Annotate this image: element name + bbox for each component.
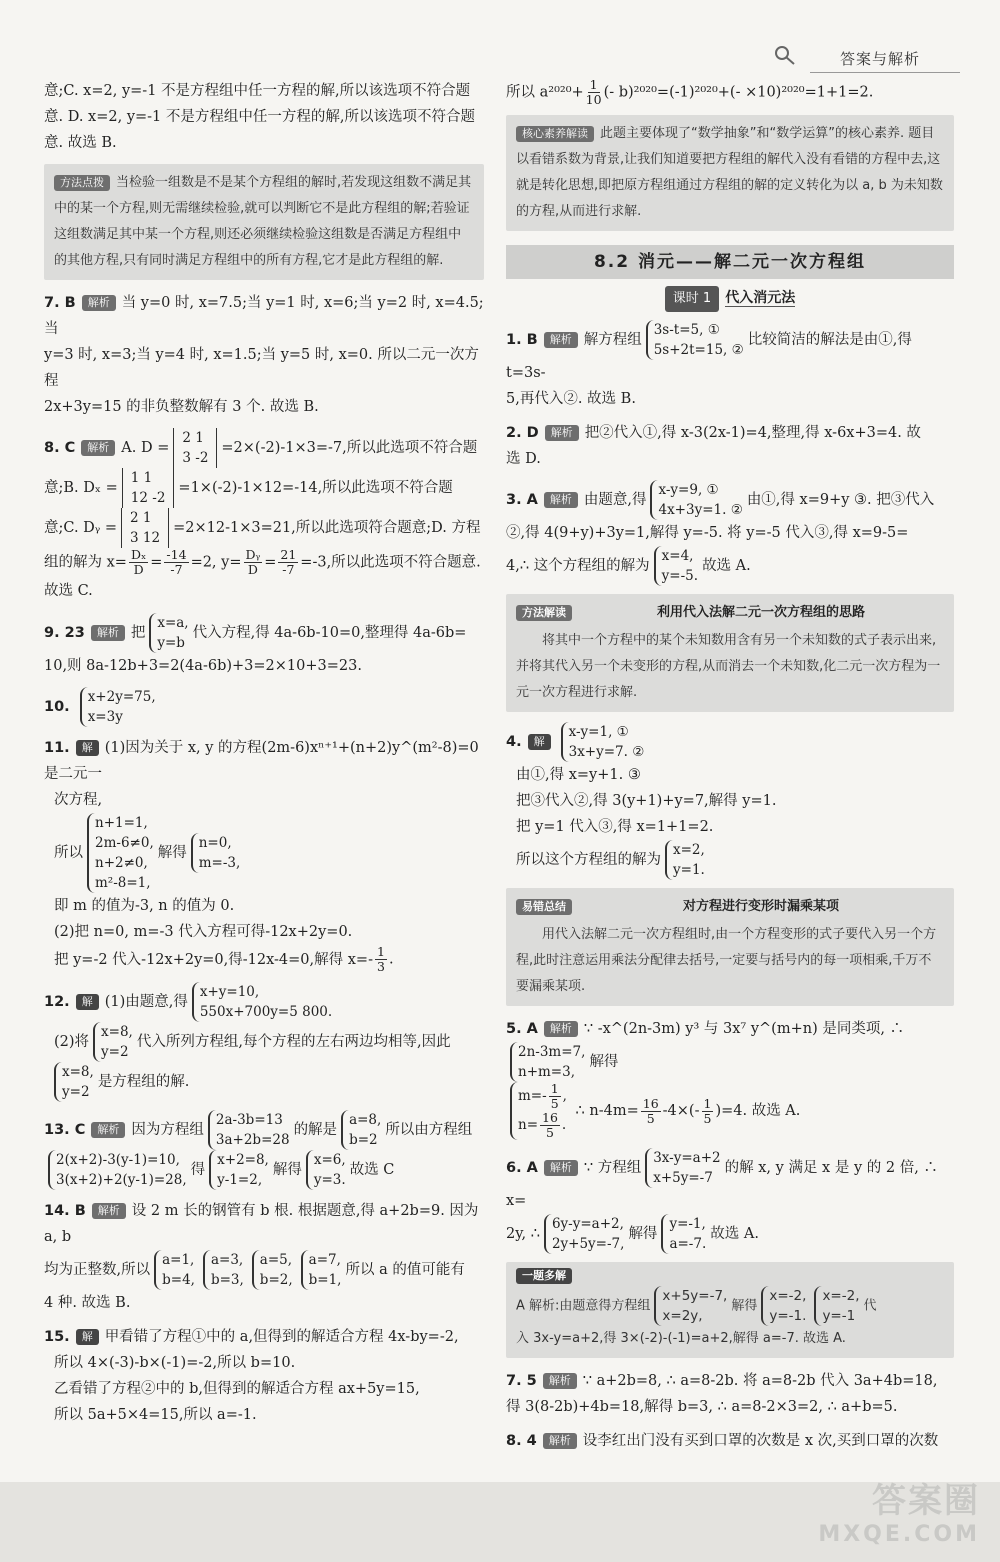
eq-row: 3(x+2)+2(y-1)=28,	[56, 1172, 187, 1188]
eq-row: x-y=9, ①	[658, 482, 719, 498]
rq1-line: 5,再代入②. 故选 B.	[506, 391, 636, 407]
rq6-number: 6. A	[506, 1160, 538, 1176]
method-title: 利用代入法解二元一次方程组的思路	[656, 605, 865, 620]
q15-line: 乙看错了方程②中的 b,但得到的解适合方程 ax+5y=15,	[54, 1381, 420, 1397]
q8-d-mid: =2, y=	[190, 554, 242, 571]
determinant	[122, 468, 175, 508]
eq-row: 2y+5y=-7,	[551, 1236, 625, 1252]
q9-text: 把	[130, 625, 146, 641]
q11-line: (1)因为关于 x, y 的方程(2m-6)xⁿ⁺¹+(n+2)y^(m²-8)=0 是二元一	[44, 740, 479, 782]
q12-text: (2)将	[54, 1034, 90, 1050]
section-title: 8.2 消元——解二元一次方程组	[506, 245, 954, 279]
q13-text: 因为方程组	[131, 1122, 204, 1138]
lesson-tag: 课时 1	[665, 286, 719, 312]
top-line-text: (- b)²⁰²⁰=(-1)²⁰²⁰+(- ×10)²⁰²⁰=1+1=2.	[603, 84, 874, 101]
q14-text: 均为正整数,所以	[44, 1262, 151, 1278]
fraction	[278, 548, 298, 577]
equation-system	[341, 1110, 381, 1150]
equation-system	[203, 1250, 244, 1290]
rq6-text: 2y, ∴	[506, 1226, 540, 1242]
frac-den: 3	[376, 959, 385, 974]
eq-row: y=-1	[822, 1308, 856, 1324]
eq-row: x=3y	[87, 709, 123, 725]
equation-system	[544, 1214, 625, 1254]
intro-line: 意. 故选 B.	[44, 135, 117, 151]
multi-text: A 解析:由题意得方程组	[516, 1298, 651, 1314]
frac-num: 16	[542, 1110, 558, 1125]
watermark-url: MXQE.COM	[818, 1522, 980, 1547]
header-rule	[810, 72, 960, 73]
q7-number: 7. B	[44, 295, 76, 311]
frac-num: 1	[703, 1095, 712, 1111]
equation-system	[510, 1042, 585, 1082]
rq4-number: 4.	[506, 734, 522, 750]
eq-row: m²-8=1,	[95, 875, 151, 891]
rq4-line: 把 y=1 代入③,得 x=1+1=2.	[516, 819, 714, 835]
eq-row: a=5,	[259, 1252, 293, 1268]
eq-row: b=2	[349, 1132, 378, 1148]
rq7-tag: 解析	[543, 1373, 577, 1389]
rq6-text: 的解 x, y 满足 x 是 y 的 2 倍, ∴ x=	[506, 1160, 938, 1209]
tip-box	[44, 164, 484, 280]
rq4-line: 由①,得 x=y+1. ③	[516, 767, 641, 783]
q14-tag: 解析	[92, 1203, 126, 1219]
fraction	[164, 548, 188, 577]
q13-text: 的解是	[293, 1122, 338, 1138]
method-text: 将其中一个方程中的某个未知数用含有另一个未知数的式子表示出来,并将其代入另一个未变形的方程,从而消去一个未知数,化二元一次方程为一元一次方程进行求解.	[516, 633, 941, 700]
eq-row: m=-3,	[198, 855, 241, 871]
equation-system	[306, 1150, 346, 1190]
q12-text: 代入所列方程组,每个方程的左右两边均相等,因此	[136, 1034, 451, 1050]
rq7-line: 得 3(8-2b)+4b=18,解得 b=3, ∴ a=8-2×3=2, ∴ a+b=5.	[506, 1399, 898, 1415]
equation-system	[252, 1250, 293, 1290]
rq5-text: -4×(-	[662, 1103, 700, 1119]
q8-tag: 解析	[81, 440, 115, 456]
q14-line: 设 2 m 长的钢管有 b 根. 根据题意,得 a+2b=9. 因为 a, b	[44, 1203, 479, 1245]
eq-row: 2(x+2)-3(y-1)=10,	[56, 1152, 180, 1168]
eq-row: 3x+y=7. ②	[568, 744, 645, 760]
error-summary-box	[506, 888, 954, 1006]
q9-number: 9. 23	[44, 625, 85, 641]
eq-row: 550x+700y=5 800.	[199, 1004, 333, 1020]
q15-number: 15.	[44, 1329, 70, 1345]
rq5-text: ∴ n-4m=	[575, 1103, 639, 1119]
r-question-4	[506, 722, 954, 880]
rq3-line: ②,得 4(9+y)+3y=1,解得 y=-5. 将 y=-5 代入③,得 x=9-5=	[506, 525, 909, 541]
eq-row: 5s+2t=15, ②	[653, 342, 744, 358]
fraction	[549, 1082, 561, 1111]
q7-line: 当 y=0 时, x=7.5;当 y=1 时, x=6;当 y=2 时, x=4.5;当	[44, 295, 484, 337]
rq2-tag: 解析	[545, 425, 579, 441]
eq-row: x=2,	[673, 842, 705, 858]
eq-row: y=2	[101, 1044, 129, 1060]
method-tag: 方法解读	[516, 605, 572, 621]
eq-row: b=1,	[308, 1272, 342, 1288]
fraction	[244, 548, 263, 577]
rq2-line: 把②代入①,得 x-3(2x-1)=4,整理,得 x-6x+3=4. 故	[584, 425, 921, 441]
determinant	[173, 428, 217, 468]
q11-line: 次方程,	[54, 792, 103, 808]
method-box	[506, 594, 954, 712]
equation-system	[149, 613, 188, 653]
det-row: 2 1	[130, 510, 152, 526]
q15-tag: 解	[76, 1329, 99, 1345]
rq2-line: 选 D.	[506, 451, 541, 467]
core-literacy-box	[506, 115, 954, 231]
equation-system	[191, 833, 241, 873]
eq-row: a=7,	[308, 1252, 341, 1268]
equation-system	[814, 1286, 859, 1326]
eq-row: x=6,	[313, 1152, 346, 1168]
intro-line: 意;C. x=2, y=-1 不是方程组中任一方程的解,所以该选项不符合题	[44, 83, 471, 99]
eq-row: a=3,	[210, 1252, 244, 1268]
rq7-line: ∵ a+2b=8, ∴ a=8-2b. 将 a=8-2b 代入 3a+4b=18,	[582, 1373, 938, 1389]
q8-a-text: A. D =	[121, 440, 170, 456]
rq5-text: 解得	[589, 1054, 619, 1070]
header-title: 答案与解析	[839, 50, 920, 68]
eq-row: y=-1.	[769, 1308, 807, 1324]
eq-row: n=0,	[198, 835, 232, 851]
frac-den: -7	[282, 562, 295, 577]
error-text: 用代入法解二元一次方程组时,由一个方程变形的式子要代入另一个方程,此时注意运用乘法分配律去括号,一定要与括号内的每一项相乘,千万不要漏乘某项.	[516, 927, 937, 994]
equation-system	[154, 1250, 195, 1290]
r-question-2	[506, 420, 954, 472]
eq-row: b=4,	[162, 1272, 195, 1288]
rq1-tag: 解析	[544, 332, 578, 348]
q8-c-result: =2×12-1×3=21,所以此选项符合题意;D. 方程	[173, 520, 481, 536]
rq8-number: 8. 4	[506, 1433, 537, 1449]
frac-num: 16	[642, 1095, 659, 1111]
q9-tag: 解析	[91, 625, 125, 641]
q11-text: 解得	[157, 845, 187, 861]
core-tag: 核心素养解读	[516, 126, 594, 142]
watermark	[818, 1481, 980, 1552]
q15-line: 所以 5a+5×4=15,所以 a=-1.	[54, 1407, 257, 1423]
q13-number: 13. C	[44, 1122, 86, 1138]
eq-row: a=1,	[162, 1252, 195, 1268]
r-question-3	[506, 480, 954, 586]
question-11: 11. 解 (1)因为关于 x, y 的方程(2m-6)xⁿ⁺¹+(n+2)y^(m²-8)=0 是二元一 次方程, 所以n+1=1, 2m-6≠0, n+2≠0, m²-8=1,解得n=0, m=-3, 即 m 的值为-3, n 的值为 0. (2)把 n=0, m=-3 代入方程可得-12x+2y=0. 把 y=-2 代入-12x+2y=0,得-12x-4=0,解得 x=- $\frac{1}{3}$ .	[44, 740, 479, 974]
eq-row: x=8,	[62, 1064, 94, 1080]
q13-text: 得	[190, 1162, 206, 1178]
lesson-name: 代入消元法	[725, 290, 796, 306]
eq-row: 2m-6≠0,	[95, 835, 154, 851]
q11-line: (2)把 n=0, m=-3 代入方程可得-12x+2y=0.	[54, 924, 353, 940]
eq-row: n+1=1,	[95, 815, 148, 831]
q15-line: 甲看错了方程①中的 a,但得到的解适合方程 4x-by=-2,	[104, 1329, 459, 1345]
rq4-text: 所以这个方程组的解为	[516, 852, 661, 868]
question-12	[44, 982, 484, 1102]
frac-num: -14	[166, 547, 187, 562]
tip-text: 当检验一组数是不是某个方程组的解时,若发现这组数不满足其中的某一个方程,则无需继续检验,就可以判断它不是此方程组的解;若验证这组数满足其中某一个方程,则还必须继续检验这组数是否满足方程组中的其他方程,只有同时满足方程组中的所有方程,它才是此方程组的解.	[54, 175, 472, 268]
eq-row: x=8,	[101, 1024, 133, 1040]
q7-tag: 解析	[82, 295, 116, 311]
rq1-text: 比较简洁的解法是由①,得 t=3s-	[506, 332, 912, 381]
multi-text: 代	[863, 1298, 877, 1314]
frac-den: 5	[550, 1096, 559, 1111]
equation-system	[665, 840, 705, 880]
q8-d-text: 组的解为 x=	[44, 554, 127, 571]
rq6-text: 故选 A.	[710, 1226, 759, 1242]
fraction	[129, 548, 148, 577]
q8-d-result: =-3,所以此选项不符合题意.	[300, 554, 481, 571]
eq-row: a=8,	[349, 1112, 382, 1128]
error-title: 对方程进行变形时漏乘某项	[682, 899, 839, 914]
eq-row: a=-7.	[669, 1236, 707, 1252]
eq-row: 2n-3m=7,	[518, 1044, 586, 1060]
eq-row: x=4,	[661, 548, 694, 564]
q9-text: 代入方程,得 4a-6b-10=0,整理得 4a-6b=	[192, 625, 467, 641]
top-line	[506, 78, 954, 107]
rq3-text: 故选 A.	[702, 558, 751, 574]
eq-row: b=3,	[210, 1272, 244, 1288]
equation-system	[208, 1110, 290, 1150]
q13-text: 解得	[272, 1162, 302, 1178]
equation-system: m=- $\frac{1}{5}$ , n= $\frac{16}{5}$ .	[510, 1082, 567, 1140]
rq4-line: 把③代入②,得 3(y+1)+y=7,解得 y=1.	[516, 793, 777, 809]
eq-row: 6y-y=a+2,	[551, 1216, 624, 1232]
equation-system	[87, 813, 154, 893]
q7-line: 2x+3y=15 的非负整数解有 3 个. 故选 B.	[44, 399, 319, 415]
q7-line: y=3 时, x=3;当 y=4 时, x=1.5;当 y=5 时, x=0. 所以二元一次方程	[44, 347, 479, 389]
q8-b-text: 意;B. Dₓ =	[44, 480, 118, 496]
eq-row: x=-2,	[769, 1288, 807, 1304]
determinant	[121, 508, 169, 548]
eq-row: y=2	[62, 1084, 90, 1100]
eq-row: y=3.	[313, 1172, 346, 1188]
watermark-logo: 答案圈	[872, 1481, 980, 1521]
q14-text: 所以 a 的值可能有	[345, 1262, 465, 1278]
q12-text: 是方程组的解.	[97, 1074, 190, 1090]
multi-head	[516, 1268, 944, 1284]
rq7-number: 7. 5	[506, 1373, 537, 1389]
rq1-number: 1. B	[506, 332, 538, 348]
intro-line: 意. D. x=2, y=-1 不是方程组中任一方程的解,所以该选项不符合题	[44, 109, 475, 125]
multi-line: 入 3x-y=a+2,得 3×(-2)-(-1)=a+2,解得 a=-7. 故选 A.	[516, 1331, 846, 1346]
question-9	[44, 613, 484, 679]
r-question-8	[506, 1428, 954, 1454]
rq3-text: 由题意,得	[583, 492, 647, 508]
question-7	[44, 290, 484, 420]
eq-row: x-y=1, ①	[568, 724, 629, 740]
question-8: 8. C 解析 A. D =2 1 3 -2=2×(-2)-1×3=-7,所以此选项不符合题 意;B. Dₓ =1 1 12 -2=1×(-2)-1×12=-14,所以此选项不符合题 意;C. Dᵧ =2 1 3 12=2×12-1×3=21,所以此选项符合题意;D. 方程 组的解为 x= $\frac{\text{Dₓ}}{D}$ = $\frac{-14}{-7}$ =2, y= $\frac{\text{Dᵧ}}{D}$ = $\frac{21}{-7}$ =-3,所以此选项不符合题意. 故选 C.	[44, 430, 481, 599]
equation-system	[93, 1022, 133, 1062]
eq-row: y=b	[157, 635, 185, 651]
eq-row: m=-	[518, 1088, 547, 1104]
q12-number: 12.	[44, 994, 70, 1010]
equation-system	[301, 1250, 342, 1290]
det-row: 3 12	[130, 530, 161, 546]
eq-row: x=-2,	[822, 1288, 860, 1304]
frac-num: Dᵧ	[245, 547, 261, 562]
det-row: 3 -2	[182, 450, 209, 466]
eq-row: 3x-y=a+2	[653, 1150, 721, 1166]
eq-row: 3a+2b=28	[215, 1132, 290, 1148]
rq1-text: 解方程组	[583, 332, 642, 348]
equation-system	[80, 687, 156, 727]
frac-den: 5	[703, 1110, 712, 1126]
q11-tag: 解	[76, 740, 99, 756]
multi-text: 解得	[731, 1298, 758, 1314]
equation-system	[661, 1214, 706, 1254]
eq-row: x+5y=-7,	[662, 1288, 728, 1304]
left-column	[44, 78, 484, 1436]
rq6-text: ∵ 方程组	[583, 1160, 642, 1176]
q12-tag: 解	[76, 994, 99, 1010]
multi-tag: 一题多解	[516, 1268, 572, 1284]
rq8-line: 设李红出门没有买到口罩的次数是 x 次,买到口罩的次数	[582, 1433, 939, 1449]
tip-tag: 方法点拨	[54, 175, 110, 191]
frac-den: -7	[170, 562, 183, 577]
frac-num: 21	[280, 547, 297, 562]
eq-row: n+m=3,	[518, 1064, 575, 1080]
equation-system	[650, 480, 742, 520]
error-tag: 易错总结	[516, 899, 572, 915]
rq2-number: 2. D	[506, 425, 539, 441]
det-row: 2 1	[182, 430, 204, 446]
rq8-tag: 解析	[543, 1433, 577, 1449]
eq-row: 2a-3b=13	[215, 1112, 283, 1128]
eq-row: x=a,	[157, 615, 189, 631]
q14-line: 4 种. 故选 B.	[44, 1295, 131, 1311]
eq-row: n+2≠0,	[95, 855, 148, 871]
rq6-tag: 解析	[544, 1160, 578, 1176]
det-row: 12 -2	[130, 490, 166, 506]
eq-row: x=2y,	[662, 1308, 703, 1324]
error-head	[516, 894, 944, 920]
frac-den: D	[133, 562, 144, 577]
equation-system	[654, 546, 698, 586]
rq3-tag: 解析	[544, 492, 578, 508]
eq-row: y=-1,	[669, 1216, 706, 1232]
q8-number: 8. C	[44, 440, 76, 456]
multi-solution-box	[506, 1262, 954, 1358]
q13-text: 所以由方程组	[385, 1122, 473, 1138]
equation-system	[48, 1150, 187, 1190]
frac-num: 1	[376, 944, 385, 959]
eq-row: y=1.	[673, 862, 705, 878]
eq-row: 3s-t=5, ①	[653, 322, 720, 338]
question-13	[44, 1110, 484, 1190]
eq-row: 4x+3y=1. ②	[658, 502, 743, 518]
eq-row: b=2,	[259, 1272, 293, 1288]
fraction	[702, 1097, 714, 1126]
q11-number: 11.	[44, 740, 70, 756]
q13-text: 故选 C	[349, 1162, 395, 1178]
r-question-5	[506, 1016, 954, 1140]
det-row: 1 1	[130, 470, 153, 486]
eq-row: x+2=8,	[217, 1152, 269, 1168]
rq6-text: 解得	[628, 1226, 658, 1242]
magnifier-icon	[772, 44, 800, 68]
frac-den: 10	[585, 92, 602, 107]
r-question-7	[506, 1368, 954, 1420]
right-column	[506, 78, 954, 1462]
rq4-tag: 解	[528, 734, 551, 750]
frac-den: D	[247, 562, 258, 577]
lesson-header	[506, 285, 954, 312]
equation-system	[761, 1286, 806, 1326]
q8-conclusion: 故选 C.	[44, 583, 93, 599]
equation-system	[54, 1062, 94, 1102]
rq5-tag: 解析	[544, 1021, 578, 1037]
q8-c-text: 意;C. Dᵧ =	[44, 520, 118, 536]
frac-den: 5	[545, 1125, 554, 1140]
q14-number: 14. B	[44, 1203, 86, 1219]
equation-system	[209, 1150, 269, 1190]
method-head	[516, 600, 944, 626]
eq-row: x+5y=-7	[653, 1170, 713, 1186]
rq5-number: 5. A	[506, 1021, 538, 1037]
frac-num: 1	[589, 77, 598, 92]
q15-line: 所以 4×(-3)-b×(-1)=-2,所以 b=10.	[54, 1355, 296, 1371]
eq-row: x+y=10,	[199, 984, 260, 1000]
equation-system	[646, 320, 744, 360]
q11-text: 所以	[54, 845, 83, 861]
rq3-number: 3. A	[506, 492, 538, 508]
r-question-6	[506, 1148, 954, 1254]
rq5-text: )=4. 故选 A.	[715, 1103, 801, 1119]
q10-number: 10.	[44, 699, 70, 715]
equation-system	[561, 722, 645, 762]
rq5-text: ∵ -x^(2n-3m) y³ 与 3x⁷ y^(m+n) 是同类项, ∴	[583, 1021, 905, 1037]
fraction	[375, 945, 387, 974]
q9-line: 10,则 8a-12b+3=2(4a-6b)+3=2×10+3=23.	[44, 658, 362, 674]
equation-system	[192, 982, 332, 1022]
q11-line: 把 y=-2 代入-12x+2y=0,得-12x-4=0,解得 x=-	[54, 951, 373, 968]
question-14	[44, 1198, 484, 1316]
q11-line: 即 m 的值为-3, n 的值为 0.	[54, 898, 235, 914]
eq-row: x+2y=75,	[87, 689, 156, 705]
eq-row: n=	[518, 1117, 539, 1133]
question-15	[44, 1324, 484, 1428]
fraction	[641, 1097, 661, 1126]
frac-num: 1	[550, 1081, 559, 1096]
top-line-text: 所以 a²⁰²⁰+	[506, 84, 584, 101]
question-10	[44, 687, 484, 727]
eq-row: y=-5.	[661, 568, 699, 584]
q8-a-result: =2×(-2)-1×3=-7,所以此选项不符合题	[221, 440, 478, 456]
core-text: 此题主要体现了“数学抽象”和“数学运算”的核心素养. 题目以看错系数为背景,让我们知道要把方程组的解代入没有看错的方程中去,这就是转化思想,即把原方程组通过方程组的解的定义转化为以 a, b 为未知数的方程,从而进行求解.	[516, 126, 943, 219]
frac-den: 5	[646, 1110, 655, 1126]
q12-text: (1)由题意,得	[104, 994, 188, 1010]
equation-system	[645, 1148, 720, 1188]
fraction	[540, 1111, 560, 1140]
q8-b-result: =1×(-2)-1×12=-14,所以此选项不符合题	[178, 480, 453, 496]
fraction	[586, 78, 602, 107]
rq3-text: 4,∴ 这个方程组的解为	[506, 558, 650, 574]
eq-row: y-1=2,	[217, 1172, 263, 1188]
frac-num: Dₓ	[130, 547, 147, 562]
equation-system	[654, 1286, 727, 1326]
r-question-1	[506, 320, 954, 412]
q13-tag: 解析	[91, 1122, 125, 1138]
rq3-text: 由①,得 x=9+y ③. 把③代入	[746, 492, 935, 508]
